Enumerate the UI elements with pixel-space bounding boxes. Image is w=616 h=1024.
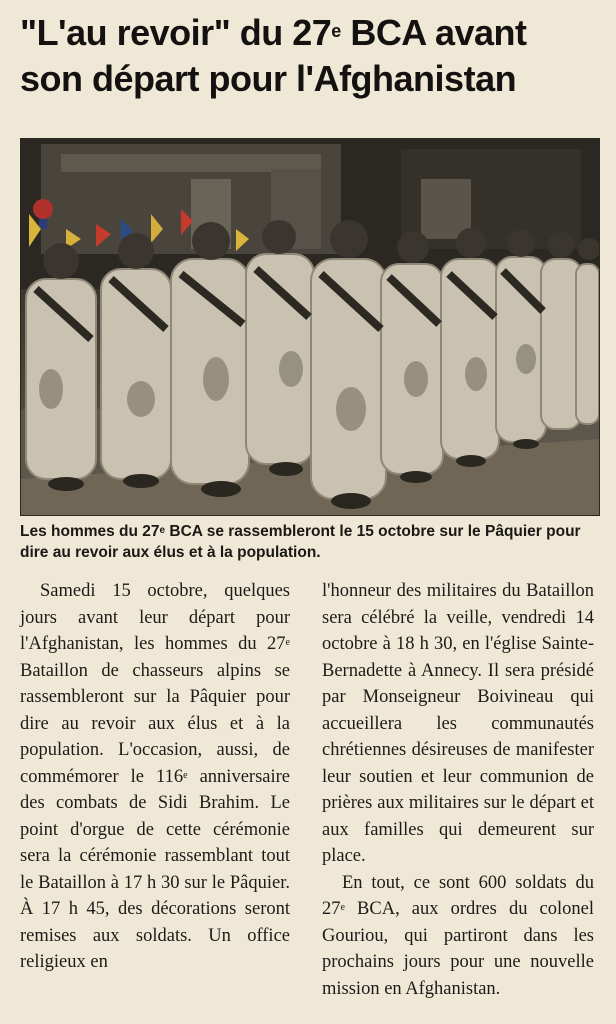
article-headline bbox=[20, 10, 600, 102]
photo-illustration bbox=[21, 139, 599, 515]
article-column-2 bbox=[322, 578, 594, 1002]
photo-caption: Les hommes du 27e BCA se rassembleront le 15 octobre sur le Pâquier pour dire au revoir aux élus et à la population. bbox=[20, 523, 581, 561]
headline-line-1: "L'au revoir" du 27e BCA avant bbox=[20, 12, 527, 53]
paragraph: l'honneur des militaires du Bataillon sera célébré la veille, vendredi 14 octobre à 18 h 30, en l'église Sainte-Bernadette à Annecy. Il sera présidé par Monseigneur Boivineau qui accueillera les communautés chrétiennes désireuses de manifester leur soutien et leur communion de prières aux militaires sur le départ et aux familles qui demeurent sur place. bbox=[322, 581, 594, 866]
article-column-1 bbox=[20, 578, 290, 976]
marching-soldiers-photo bbox=[20, 138, 600, 516]
paragraph: En tout, ce sont 600 soldats du 27e BCA, aux ordres du colonel Gouriou, qui partiront dans les prochains jours pour une nouvelle mission en Afghanistan. bbox=[322, 872, 594, 999]
paragraph: Samedi 15 octobre, quelques jours avant leur départ pour l'Afghanistan, les hommes du 27e Bataillon de chasseurs alpins se rassembleront sur la Pâquier pour dire au revoir aux élus et à la population. L'occasion, aussi, de commémorer le 116e anniversaire des combats de Sidi Brahim. Le point d'orgue de cette cérémonie sera la cérémonie rassemblant tout le Bataillon à 17 h 30 sur le Pâquier. À 17 h 45, des décorations seront remises aux soldats. Un office religieux en bbox=[20, 581, 290, 972]
headline-line-2: son départ pour l'Afghanistan bbox=[20, 58, 517, 99]
